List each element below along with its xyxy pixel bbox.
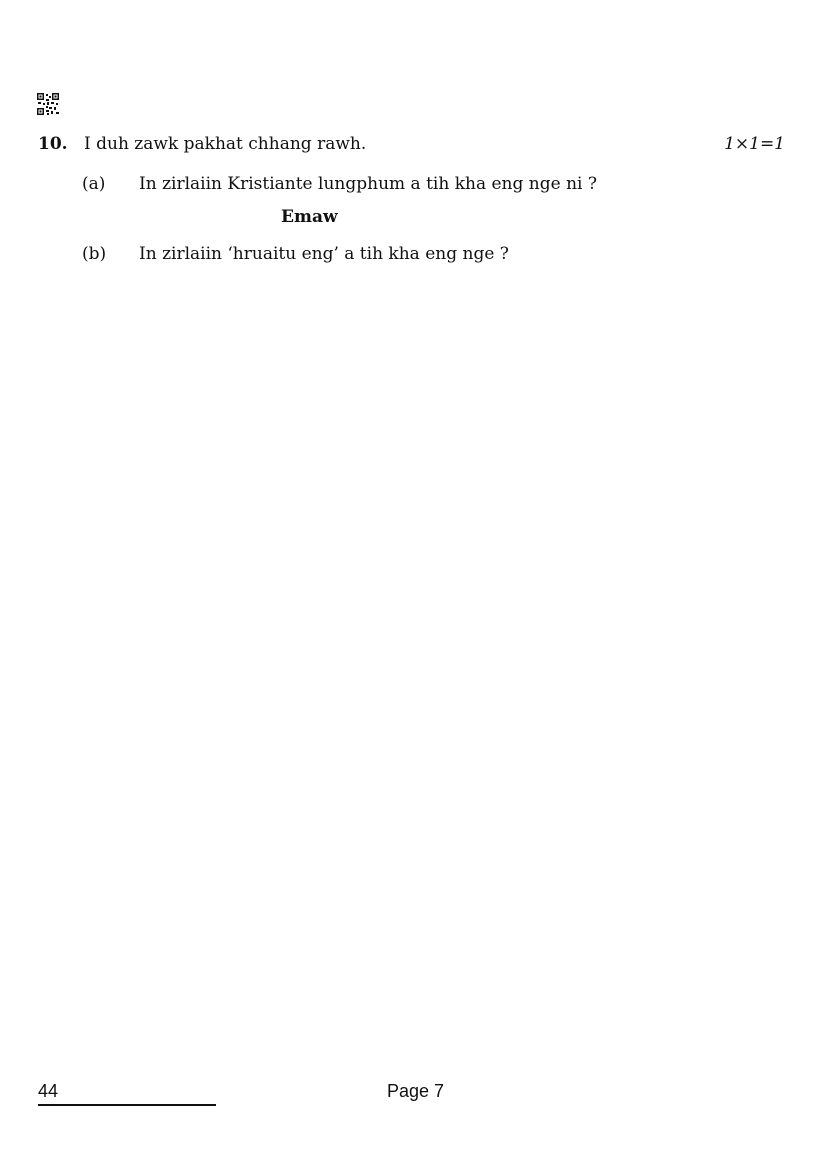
part-b-label: (b) bbox=[82, 244, 107, 264]
question-instruction: I duh zawk pakhat chhang rawh. bbox=[84, 134, 367, 154]
footer-divider bbox=[38, 1104, 216, 1106]
or-separator: Emaw bbox=[281, 207, 338, 227]
part-a-text: In zirlaiin Kristiante lungphum a tih kha eng nge ni ? bbox=[139, 174, 597, 194]
part-b-text: In zirlaiin ‘hruaitu eng’ a tih kha eng nge ? bbox=[139, 244, 509, 264]
page-number: Page 7 bbox=[387, 1081, 445, 1101]
qr-code-icon bbox=[37, 93, 59, 115]
marks-allocation: 1×1=1 bbox=[724, 134, 785, 154]
question-number: 10. bbox=[38, 134, 68, 154]
part-a-label: (a) bbox=[82, 174, 106, 194]
paper-code: 44 bbox=[38, 1081, 59, 1101]
